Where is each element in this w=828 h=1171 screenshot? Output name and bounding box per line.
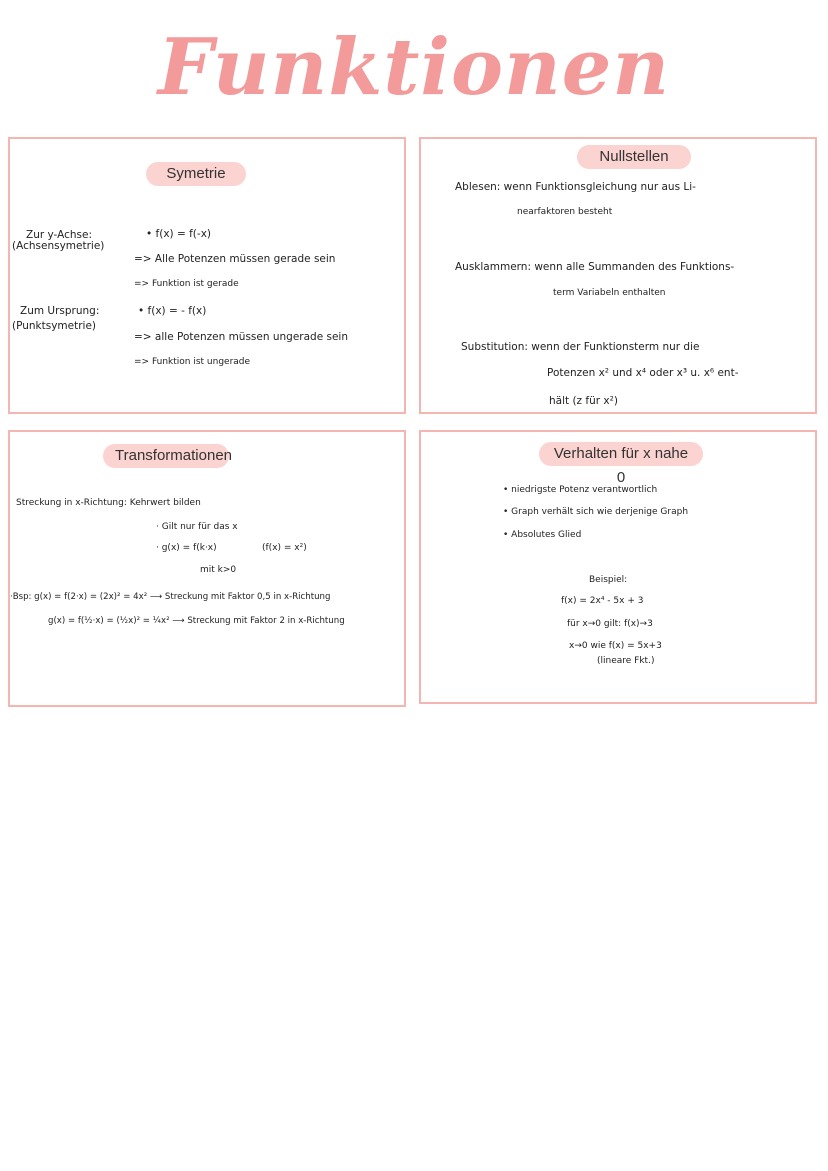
- transform-line-2: · Gilt nur für das x: [156, 522, 238, 532]
- behavior-heading: Verhalten für x nahe 0: [539, 442, 703, 466]
- example-line-2: für x→0 gilt: f(x)→3: [567, 619, 653, 629]
- behavior-bullet-2: • Graph verhält sich wie derjenige Graph: [503, 507, 689, 517]
- origin-label: Zum Ursprung:: [20, 305, 100, 317]
- example-line-3: x→0 wie f(x) = 5x+3: [569, 641, 662, 651]
- symmetry-card: [8, 137, 406, 414]
- transform-line-3: · g(x) = f(k·x): [156, 543, 217, 553]
- substitution-2: Potenzen x² und x⁴ oder x³ u. x⁶ ent-: [547, 367, 739, 379]
- transform-line-4: mit k>0: [200, 565, 237, 575]
- transform-example-2: g(x) = f(½·x) = (½x)² = ¼x² ⟶ Streckung mit Faktor 2 in x-Richtung: [48, 616, 345, 626]
- y-axis-label: Zur y-Achse:: [26, 229, 92, 241]
- transform-line-3b: (f(x) = x²): [262, 543, 307, 553]
- y-rule-2: => Funktion ist gerade: [134, 279, 239, 289]
- read-off-1: Ablesen: wenn Funktionsgleichung nur aus Li-: [455, 181, 696, 193]
- transform-heading: Transformationen: [103, 444, 229, 468]
- transform-example-1: ·Bsp: g(x) = f(2·x) = (2x)² = 4x² ⟶ Streckung mit Faktor 0,5 in x-Richtung: [10, 592, 331, 602]
- behavior-card: [419, 430, 817, 704]
- substitution-3: hält (z für x²): [549, 395, 618, 407]
- origin-rule-1: => alle Potenzen müssen ungerade sein: [134, 331, 349, 343]
- factor-out-1: Ausklammern: wenn alle Summanden des Funktions-: [455, 261, 735, 273]
- transform-card: [8, 430, 406, 707]
- zeros-heading: Nullstellen: [577, 145, 691, 169]
- origin-formula: • f(x) = - f(x): [138, 305, 207, 317]
- zeros-card: [419, 137, 817, 414]
- symmetry-heading: Symetrie: [146, 162, 246, 186]
- example-title: Beispiel:: [589, 575, 628, 585]
- y-formula: • f(x) = f(-x): [146, 228, 211, 240]
- read-off-2: nearfaktoren besteht: [517, 207, 613, 217]
- y-rule-1: => Alle Potenzen müssen gerade sein: [134, 253, 336, 265]
- page-title: Funktionen: [157, 22, 671, 113]
- origin-rule-2: => Funktion ist ungerade: [134, 357, 251, 367]
- example-line-4: (lineare Fkt.): [597, 656, 655, 666]
- behavior-bullet-1: • niedrigste Potenz verantwortlich: [503, 485, 658, 495]
- behavior-bullet-3: • Absolutes Glied: [503, 530, 582, 540]
- example-line-1: f(x) = 2x⁴ - 5x + 3: [561, 596, 644, 606]
- factor-out-2: term Variabeln enthalten: [553, 288, 666, 298]
- y-axis-label-sub: (Achsensymetrie): [12, 240, 105, 252]
- transform-line-1: Streckung in x-Richtung: Kehrwert bilden: [16, 498, 201, 508]
- origin-label-sub: (Punktsymetrie): [12, 320, 97, 332]
- substitution-1: Substitution: wenn der Funktionsterm nur die: [461, 341, 700, 353]
